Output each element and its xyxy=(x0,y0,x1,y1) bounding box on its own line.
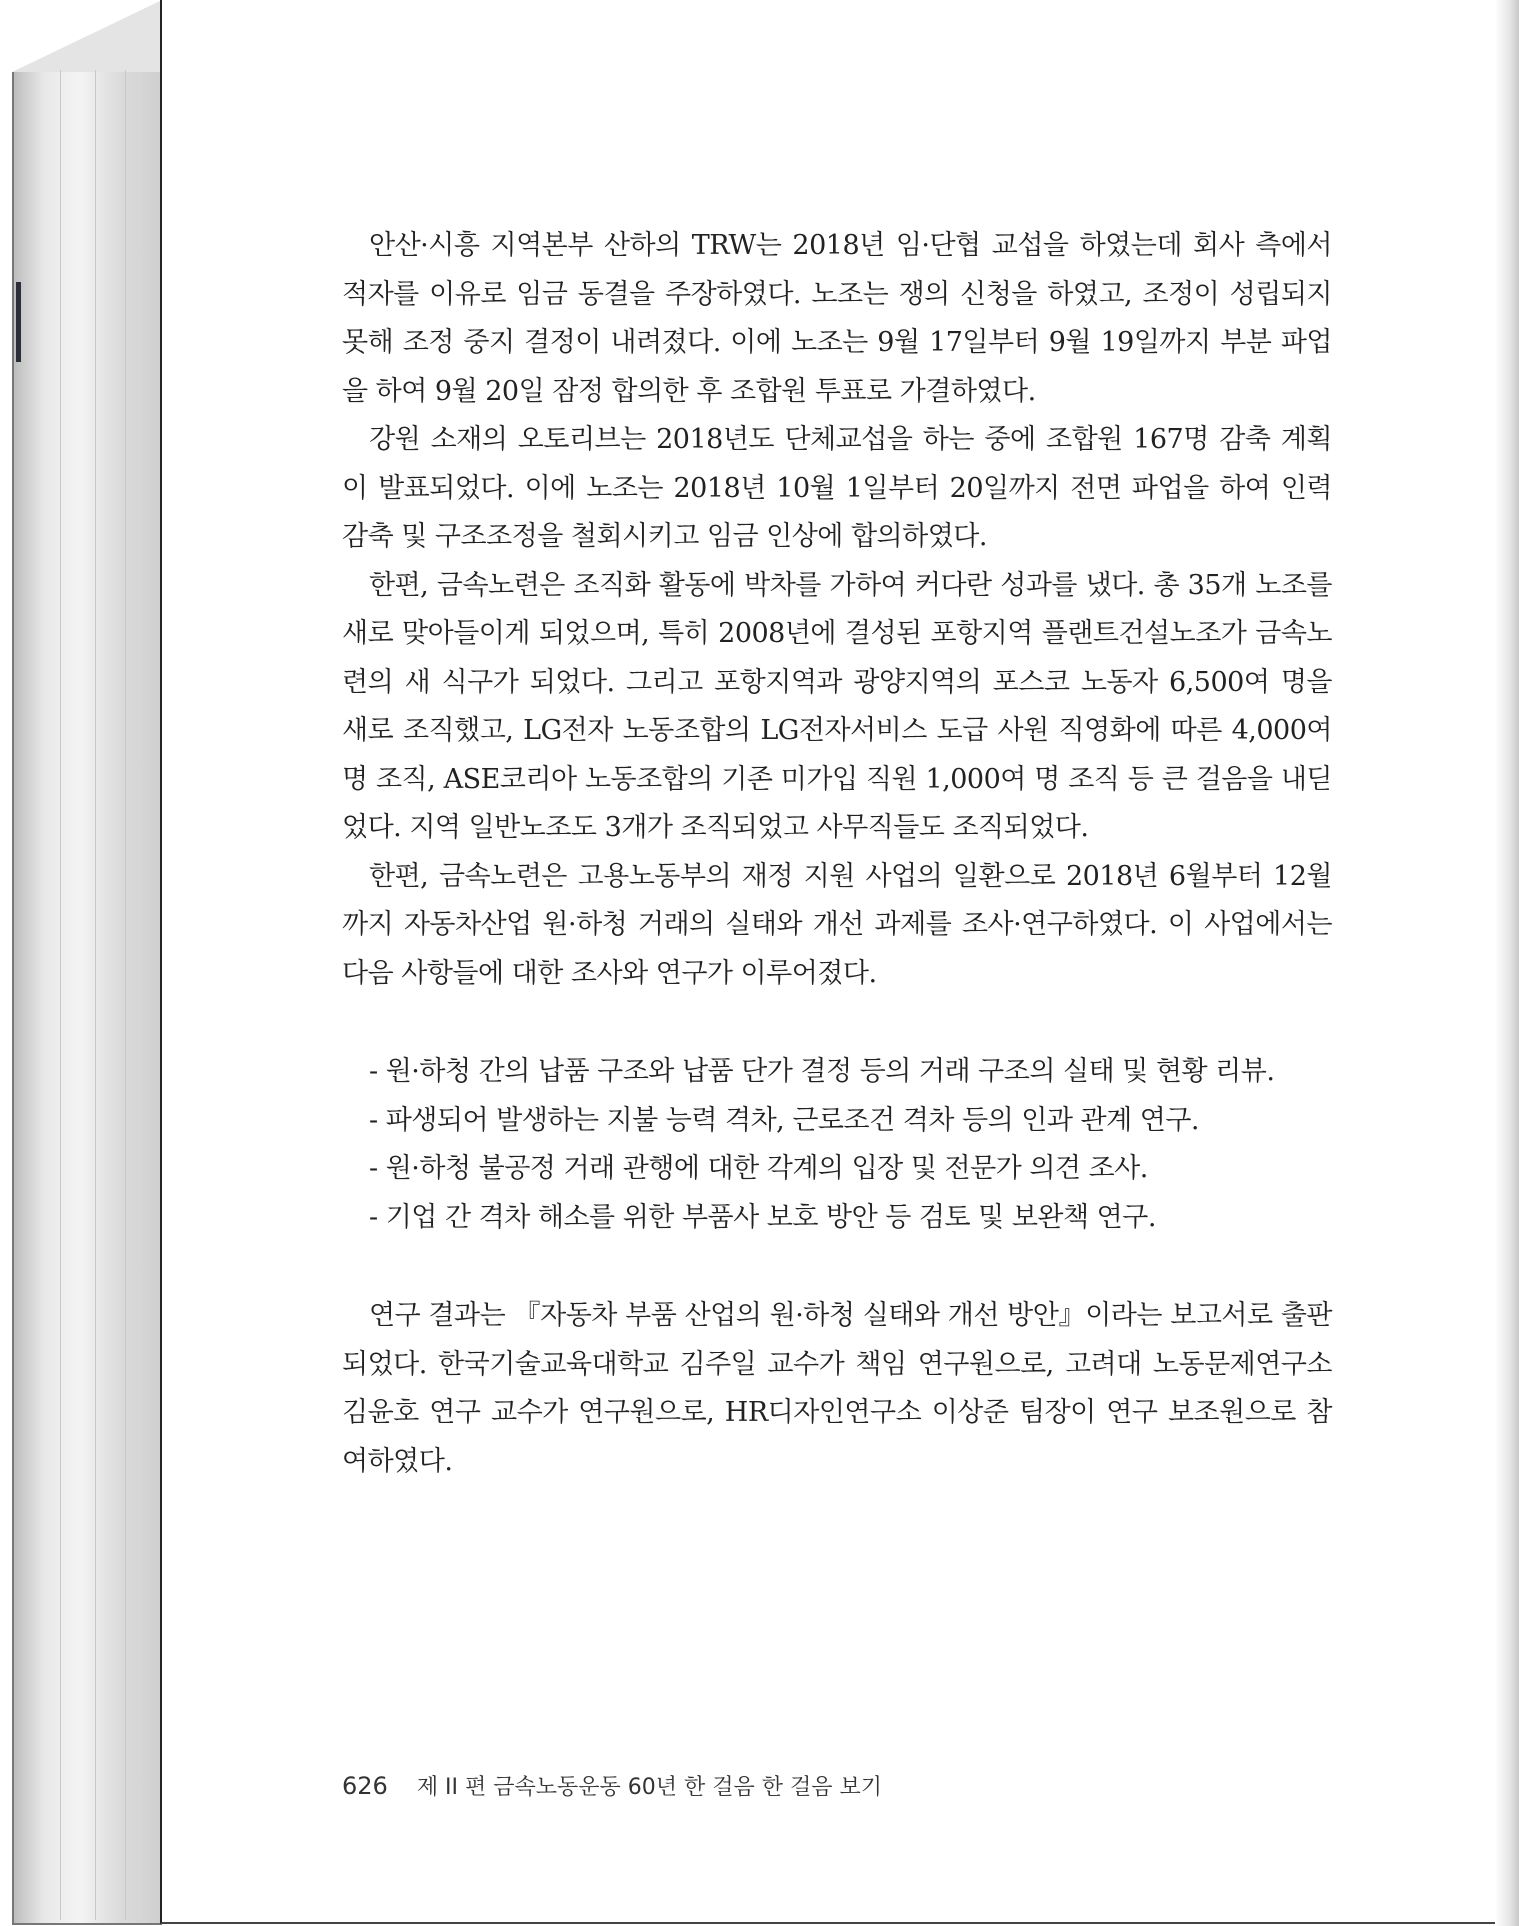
paragraph: 한편, 금속노련은 조직화 활동에 박차를 가하여 커다란 성과를 냈다. 총 35개 노조를 새로 맞아들이게 되었으며, 특히 2008년에 결성된 포항지역 플랜트건설노조가 금속노련의 새 식구가 되었다. 그리고 포항지역과 광양지역의 포스코 노동자 6,500여 명을 새로 조직했고, LG전자 노동조합의 LG전자서비스 도급 사원 직영화에 따른 4,000여 명 조직, ASE코리아 노동조합의 기존 미가입 직원 1,000여 명 조직 등 큰 걸음을 내딛었다. 지역 일반노조도 3개가 조직되었고 사무직들도 조직되었다. xyxy=(342,569,1332,843)
bullet-item: - 원·하청 불공정 거래 관행에 대한 각계의 입장 및 전문가 의견 조사. xyxy=(369,1153,1148,1184)
bookmark-ribbon xyxy=(16,282,21,362)
book-spine-top xyxy=(12,0,162,72)
closing-paragraph: 연구 결과는 『자동차 부품 산업의 원·하청 실태와 개선 방안』이라는 보고서로 출판되었다. 한국기술교육대학교 김주일 교수가 책임 연구원으로, 고려대 노동문제연구소 김윤호 연구 교수가 연구원으로, HR디자인연구소 이상준 팀장이 연구 보조원으로 참여하였다. xyxy=(342,1300,1332,1477)
page-body xyxy=(342,222,1332,1486)
page-edge-line xyxy=(95,70,96,1920)
page-edge-line xyxy=(125,70,126,1920)
bullet-item: - 원·하청 간의 납품 구조와 납품 단가 결정 등의 거래 구조의 실태 및 현황 리뷰. xyxy=(369,1056,1275,1087)
paragraph: 한편, 금속노련은 고용노동부의 재정 지원 사업의 일환으로 2018년 6월부터 12월까지 자동차산업 원·하청 거래의 실태와 개선 과제를 조사·연구하였다. 이 사업에서는 다음 사항들에 대한 조사와 연구가 이루어졌다. xyxy=(342,860,1332,989)
book-page-edges xyxy=(12,70,162,1925)
page-number: 626 xyxy=(342,1772,388,1800)
page-right-shadow xyxy=(1495,0,1519,1926)
bullet-list xyxy=(342,1048,1332,1242)
page-edge-line xyxy=(60,70,61,1920)
bullet-item: - 파생되어 발생하는 지불 능력 격차, 근로조건 격차 등의 인과 관계 연구. xyxy=(369,1104,1199,1136)
paragraph: 안산·시흥 지역본부 산하의 TRW는 2018년 임·단협 교섭을 하였는데 회사 측에서 적자를 이유로 임금 동결을 주장하였다. 노조는 쟁의 신청을 하였고, 조정이 성립되지 못해 조정 중지 결정이 내려졌다. 이에 노조는 9월 17일부터 9월 19일까지 부분 파업을 하여 9월 20일 잠정 합의한 후 조합원 투표로 가결하였다. xyxy=(342,230,1332,407)
bullet-item: - 기업 간 격차 해소를 위한 부품사 보호 방안 등 검토 및 보완책 연구. xyxy=(369,1201,1156,1233)
paragraph: 강원 소재의 오토리브는 2018년도 단체교섭을 하는 중에 조합원 167명 감축 계획이 발표되었다. 이에 노조는 2018년 10월 1일부터 20일까지 전면 파업을 하여 인력 감축 및 구조조정을 철회시키고 임금 인상에 합의하였다. xyxy=(342,424,1332,552)
running-title: 제 II 편 금속노동운동 60년 한 걸음 한 걸음 보기 xyxy=(416,1775,883,1800)
page-footer xyxy=(342,1770,882,1801)
